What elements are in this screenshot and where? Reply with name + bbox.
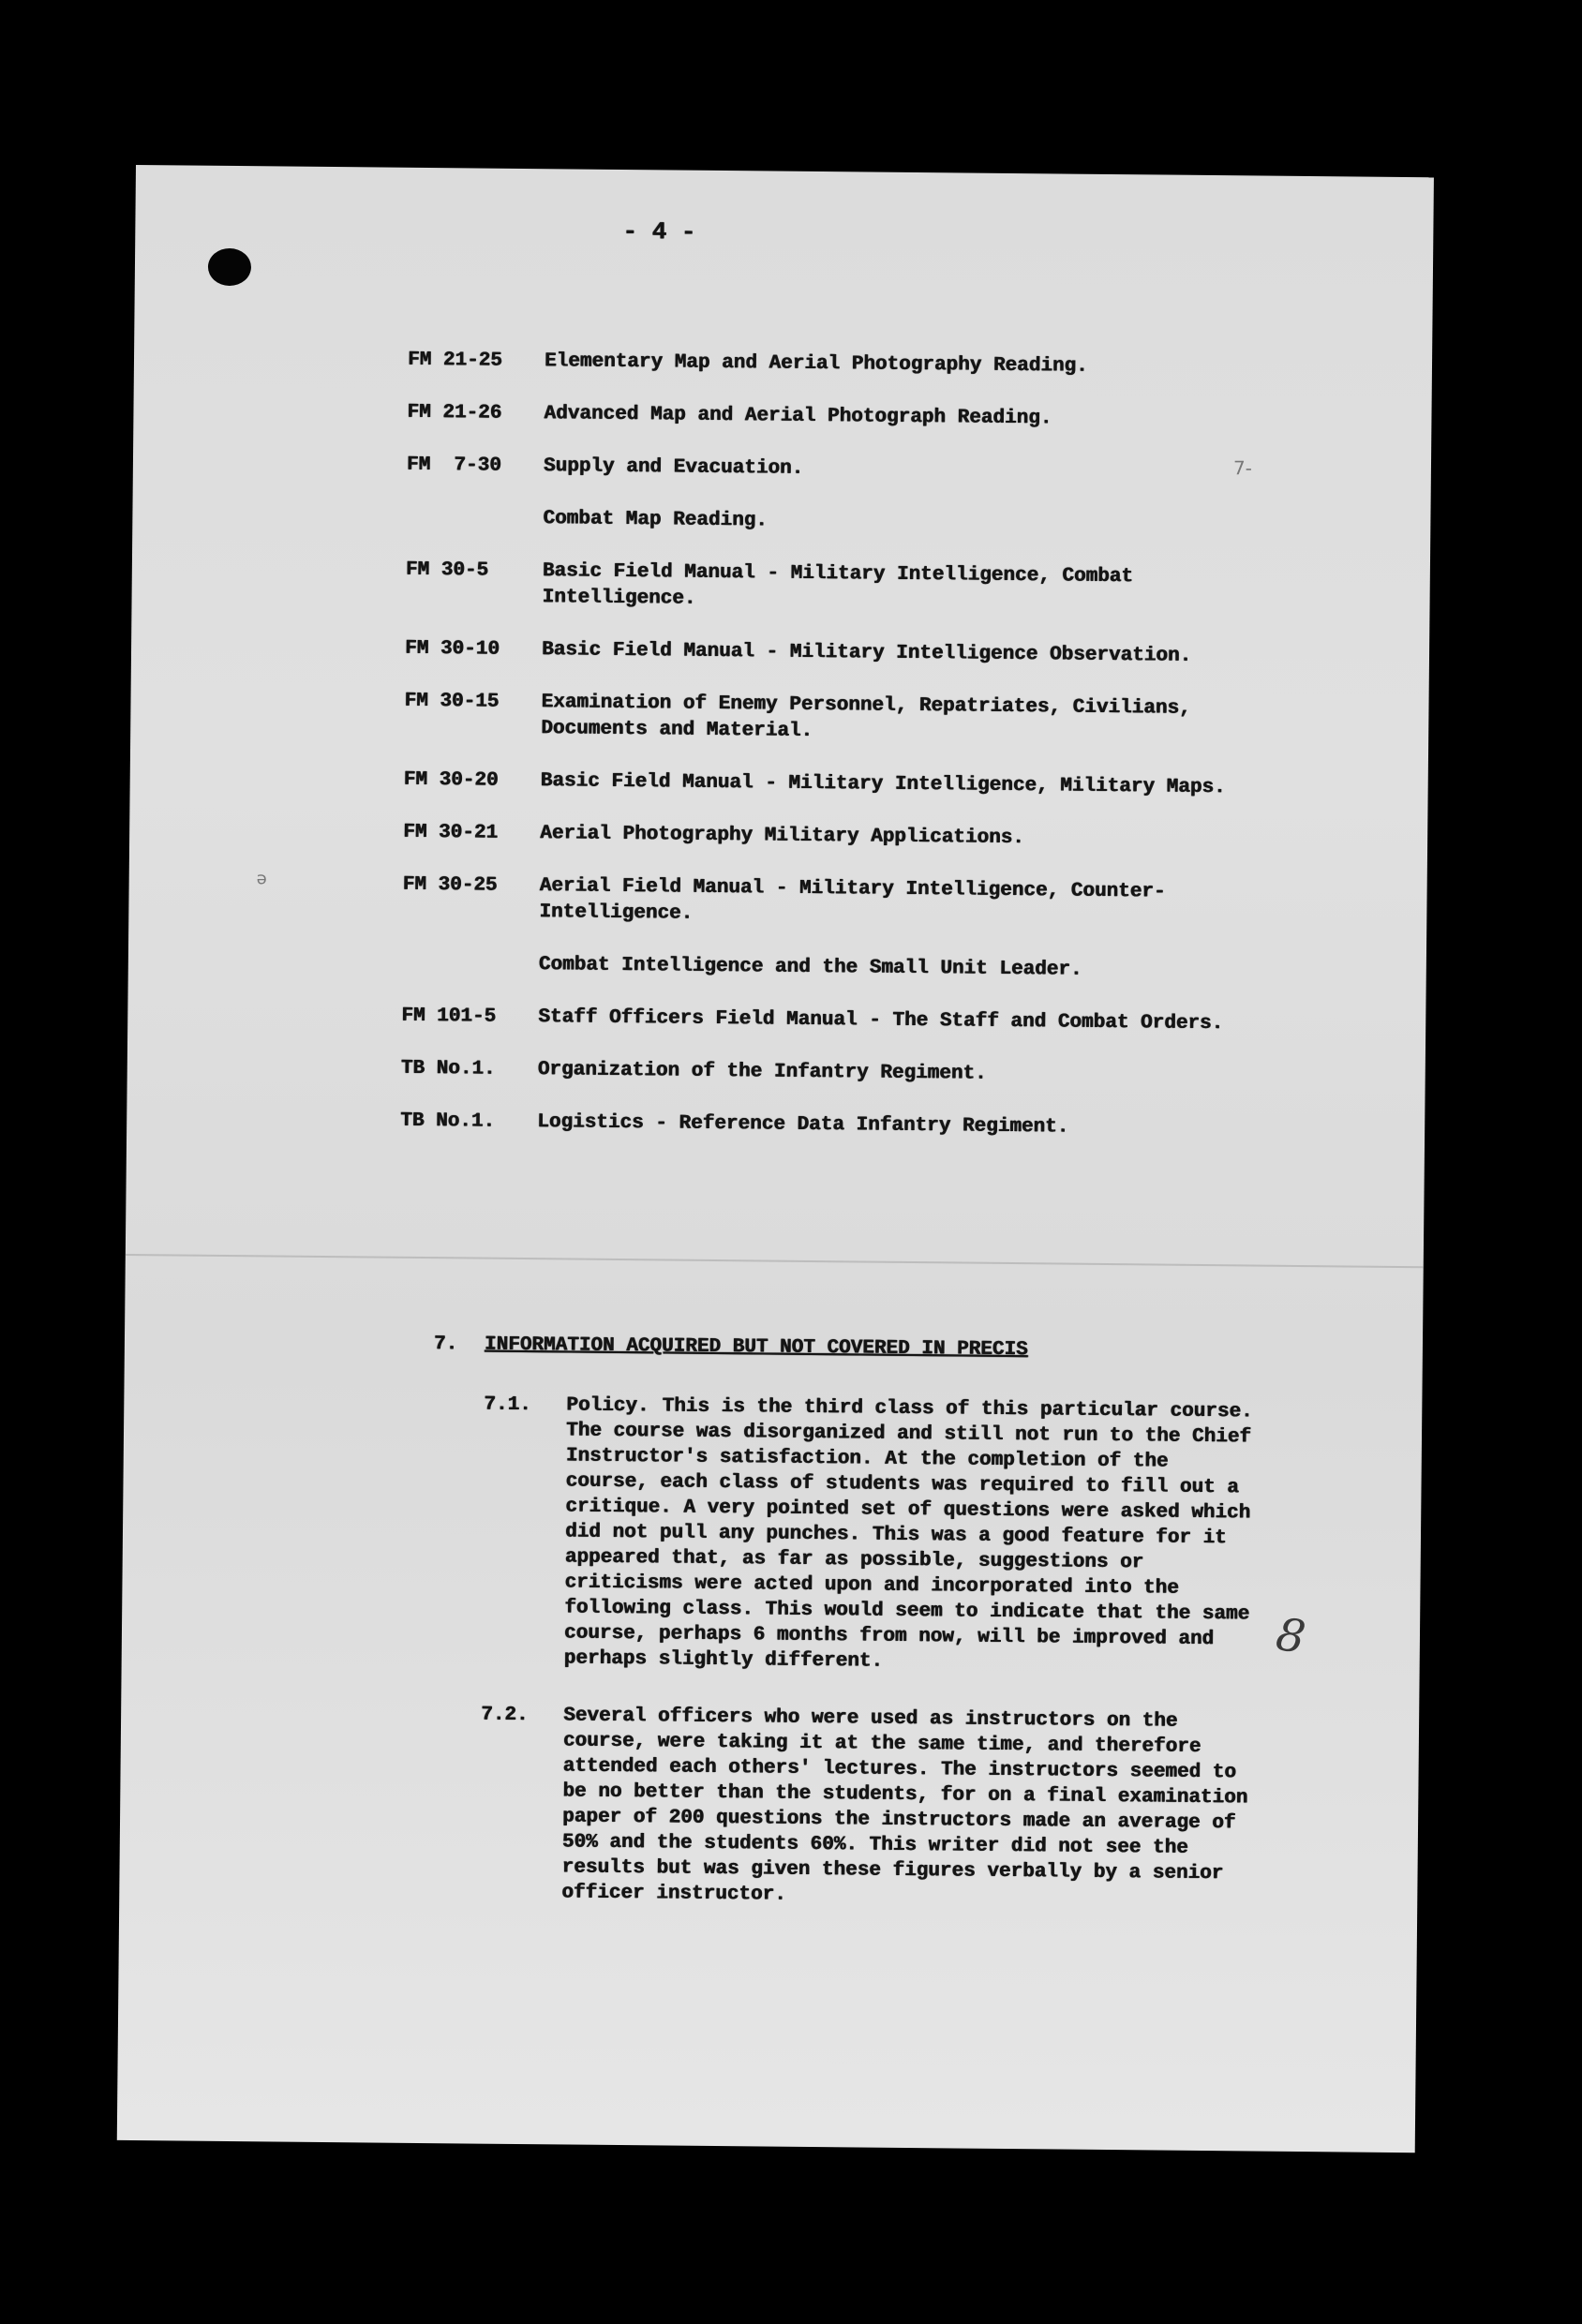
- reference-item: [401, 1056, 1282, 1091]
- page-number: - 4 -: [622, 216, 696, 246]
- reference-item: [403, 820, 1284, 855]
- reference-title: Advanced Map and Aerial Photograph Reading.: [544, 403, 1052, 430]
- reference-code: FM 30-25: [402, 873, 498, 897]
- paragraph-text: This is the third class of this particular course. The course was disorganized and still not run to the Chief Instructor's satisfaction. At the completion of the course, each class of students was required to fill out a critique. A very pointed set of questions were asked which did not pull any punches. This was a good feature for it appeared that, as far as possible, suggestions or criticisms were acted upon and incorporated into the following class. This would seem to indicate that the same course, perhaps 6 months from now, will be improved and perhaps slightly different.: [563, 1395, 1253, 1673]
- paragraph-number: 7.1.: [484, 1393, 531, 1417]
- reference-title: Elementary Map and Aerial Photography Reading.: [544, 350, 1088, 378]
- reference-title: Staff Officers Field Manual - The Staff and Combat Orders.: [538, 1006, 1224, 1035]
- reference-code: FM 7-30: [406, 454, 501, 477]
- section-heading: [434, 1332, 1277, 1366]
- reference-title: Organization of the Infantry Regiment.: [537, 1059, 987, 1085]
- reference-title: Examination of Enemy Personnel, Repatriates, Civilians, Documents and Material.: [541, 692, 1191, 742]
- reference-item: [406, 505, 1287, 540]
- reference-title: Combat Map Reading.: [543, 508, 768, 532]
- reference-code: [402, 951, 539, 978]
- paragraph-body: [564, 1393, 1262, 1677]
- punch-hole: [208, 248, 251, 286]
- reference-code: FM 30-20: [403, 768, 499, 792]
- reference-item: [405, 558, 1286, 618]
- reference-item: [405, 636, 1286, 671]
- reference-item: [407, 453, 1288, 487]
- reference-title: Logistics - Reference Data Infantry Regiment.: [537, 1111, 1069, 1139]
- section-7: [428, 1332, 1277, 1944]
- paragraph-text: Several officers who were used as instructors on the course, were taking it at the same time, and therefore attended each others' lectures. The instructors seemed to be no better than the students, for on a final examination paper of 200 questions the instructors made an average of 50% and the students 60%. This writer did not see the results but was given these figures verbally by a senior officer instructor.: [561, 1705, 1248, 1906]
- reference-item: [407, 400, 1288, 435]
- reference-code: FM 30-5: [405, 559, 489, 582]
- section-number: 7.: [433, 1333, 458, 1356]
- edge-mark: ə: [256, 869, 267, 889]
- reference-code: FM 30-15: [404, 690, 500, 713]
- reference-title: Basic Field Manual - Military Intelligence, Military Maps.: [540, 770, 1226, 799]
- reference-code: FM 30-10: [404, 637, 500, 661]
- paragraph-number: 7.2.: [481, 1704, 529, 1727]
- section-title: INFORMATION ACQUIRED BUT NOT COVERED IN PRECIS: [484, 1333, 1028, 1362]
- fold-line: [126, 1254, 1424, 1268]
- reference-item: [404, 689, 1285, 750]
- paragraph-7-1: [482, 1393, 1262, 1678]
- reference-title: Aerial Field Manual - Military Intelligence, Counter-Intelligence.: [539, 875, 1166, 925]
- paragraph-7-2: [479, 1703, 1259, 1913]
- reference-item: [408, 348, 1289, 382]
- handwritten-margin-annotation: 8: [1272, 1607, 1309, 1664]
- reference-item: [404, 767, 1285, 802]
- document-page: [117, 165, 1434, 2153]
- reference-item: [402, 872, 1283, 933]
- reference-item: [401, 1004, 1282, 1038]
- reference-code: TB No.1.: [400, 1057, 496, 1080]
- reference-item: [402, 951, 1283, 986]
- reference-title: Aerial Photography Military Applications.: [540, 823, 1024, 850]
- reference-title: Basic Field Manual - Military Intelligence, Combat Intelligence.: [542, 560, 1134, 610]
- reference-title: Supply and Evacuation.: [543, 455, 804, 480]
- reference-title: Basic Field Manual - Military Intelligence Observation.: [541, 639, 1192, 667]
- reference-code: [406, 505, 543, 532]
- reference-title: Combat Intelligence and the Small Unit Leader.: [538, 954, 1082, 981]
- reference-code: FM 21-26: [407, 401, 502, 425]
- paragraph-body: [561, 1703, 1259, 1912]
- reference-code: TB No.1.: [400, 1110, 496, 1133]
- reference-code: FM 30-21: [403, 821, 499, 844]
- stray-mark: 7-: [1232, 456, 1253, 480]
- reference-code: FM 101-5: [401, 1005, 497, 1028]
- paragraph-lead: Policy.: [566, 1394, 649, 1418]
- reference-list: [400, 348, 1289, 1169]
- reference-code: FM 21-25: [407, 349, 502, 372]
- reference-item: [400, 1109, 1281, 1143]
